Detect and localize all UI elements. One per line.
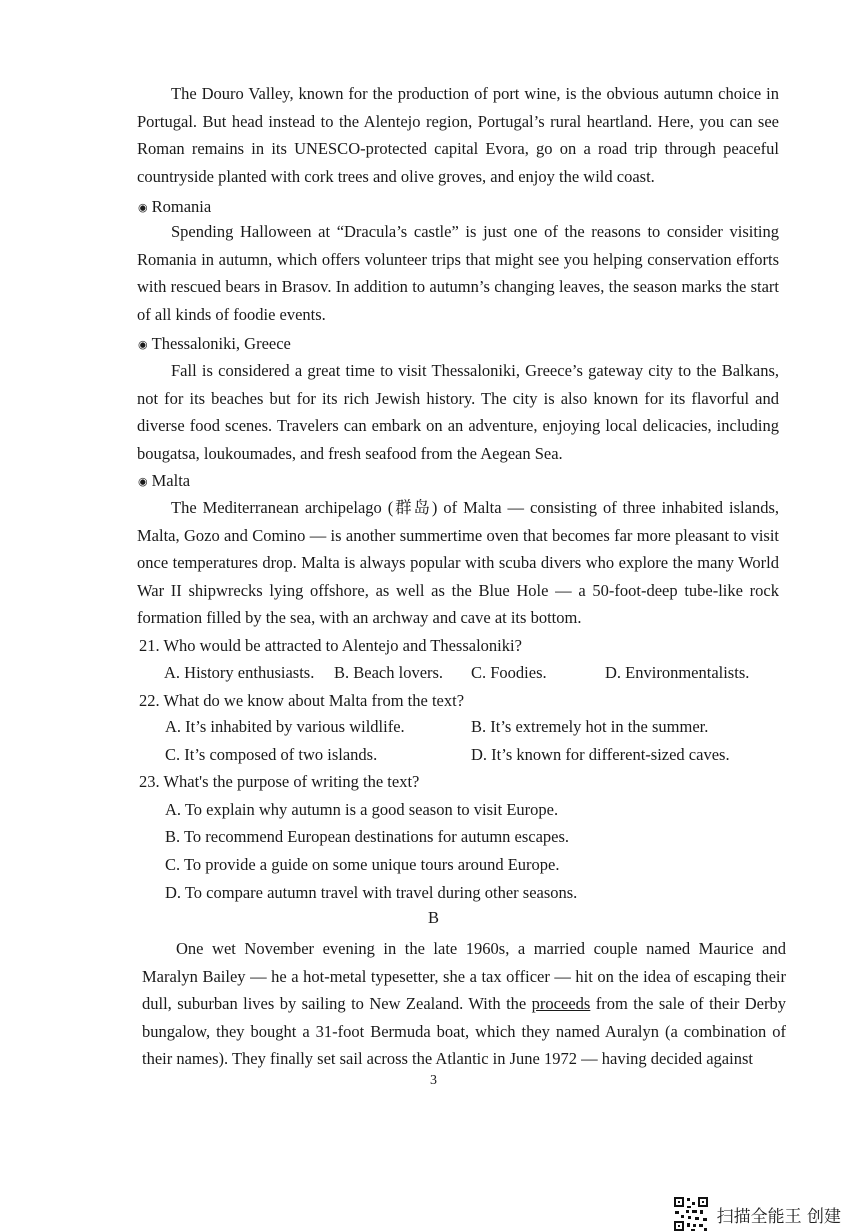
q21-option-c: C. Foodies. — [471, 663, 547, 682]
heading-malta: ◉ Malta — [138, 471, 191, 490]
paragraph-thessaloniki: Fall is considered a great time to visit Thessaloniki, Greece’s gateway city to the Balkans, not for its beaches but for its rich Jewish history. The city is also known for its flavorful and diverse food scenes. Travelers can embark on an adventure, enjoying local delicacies, including bougatsa, loukoumades, and fresh seafood from the Aegean Sea. — [137, 361, 779, 463]
heading-thessaloniki: ◉ Thessaloniki, Greece — [138, 334, 291, 353]
bullet-icon: ◉ — [138, 476, 148, 488]
q23-option-b: B. To recommend European destinations for autumn escapes. — [165, 827, 570, 846]
page-number: 3 — [430, 1073, 437, 1088]
q22-option-a: A. It’s inhabited by various wildlife. — [165, 717, 405, 736]
q21-option-d: D. Environmentalists. — [605, 663, 750, 682]
section-b-label: B — [427, 908, 439, 927]
q22-option-b: B. It’s extremely hot in the summer. — [471, 717, 709, 736]
q23-option-c: C. To provide a guide on some unique tours around Europe. — [165, 855, 560, 874]
q21-option-b: B. Beach lovers. — [334, 663, 444, 682]
scanner-watermark — [673, 1196, 841, 1232]
bullet-icon: ◉ — [138, 339, 148, 351]
watermark-text: 扫描全能王 创建 — [716, 1206, 841, 1227]
q22-option-d: D. It’s known for different-sized caves. — [471, 745, 730, 764]
underlined-word-proceeds: proceeds — [531, 994, 591, 1014]
qr-code-icon — [673, 1196, 709, 1232]
paragraph-romania: Spending Halloween at “Dracula’s castle” is just one of the reasons to consider visiting Romania in autumn, which offers volunteer trips that might see you helping conservation efforts with rescued bears in Brasov. In addition to autumn’s changing leaves, the season marks the start of all kinds of foodie events. — [137, 222, 779, 324]
question-21-stem: 21. Who would be attracted to Alentejo and Thessaloniki? — [139, 636, 522, 655]
question-23-stem: 23. What's the purpose of writing the text? — [139, 772, 420, 791]
q23-option-a: A. To explain why autumn is a good season to visit Europe. — [165, 800, 559, 819]
bailey-text-start: One wet November evening in the late 1960s, a married couple named Maurice and Maralyn Bailey — he a hot-metal typesetter, she a tax officer — hit on the idea of escaping their dull, suburban lives by sailing to New Zealand. With the — [142, 939, 786, 1014]
paragraph-bailey — [142, 935, 786, 1073]
bullet-icon: ◉ — [138, 202, 148, 214]
question-22-stem: 22. What do we know about Malta from the text? — [139, 691, 465, 710]
q23-option-d: D. To compare autumn travel with travel during other seasons. — [165, 883, 578, 902]
bailey-text-end: from the sale of their Derby bungalow, they bought a 31-foot Bermuda boat, which they named Auralyn (a combination of their names). They finally set sail across the Atlantic in June 1972 — having decided against — [142, 994, 786, 1069]
heading-romania: ◉ Romania — [138, 197, 212, 216]
q21-option-a: A. History enthusiasts. — [164, 663, 315, 682]
q22-option-c: C. It’s composed of two islands. — [165, 745, 378, 764]
paragraph-malta: The Mediterranean archipelago (群岛) of Malta — consisting of three inhabited islands, Malta, Gozo and Comino — is another summertime oven that becomes far more pleasant to visit once temperatures drop. Malta is always popular with scuba divers who explore the many World War II shipwrecks lying offshore, as well as the Blue Hole — a 50-foot-deep tube-like rock formation filled by the sea, with an archway and cave at its bottom. — [137, 498, 779, 628]
paragraph-portugal: The Douro Valley, known for the production of port wine, is the obvious autumn choice in Portugal. But head instead to the Alentejo region, Portugal’s rural heartland. Here, you can see Roman remains in its UNESCO-protected capital Evora, go on a road trip through peaceful countryside planted with cork trees and olive groves, and enjoy the wild coast. — [137, 84, 779, 186]
